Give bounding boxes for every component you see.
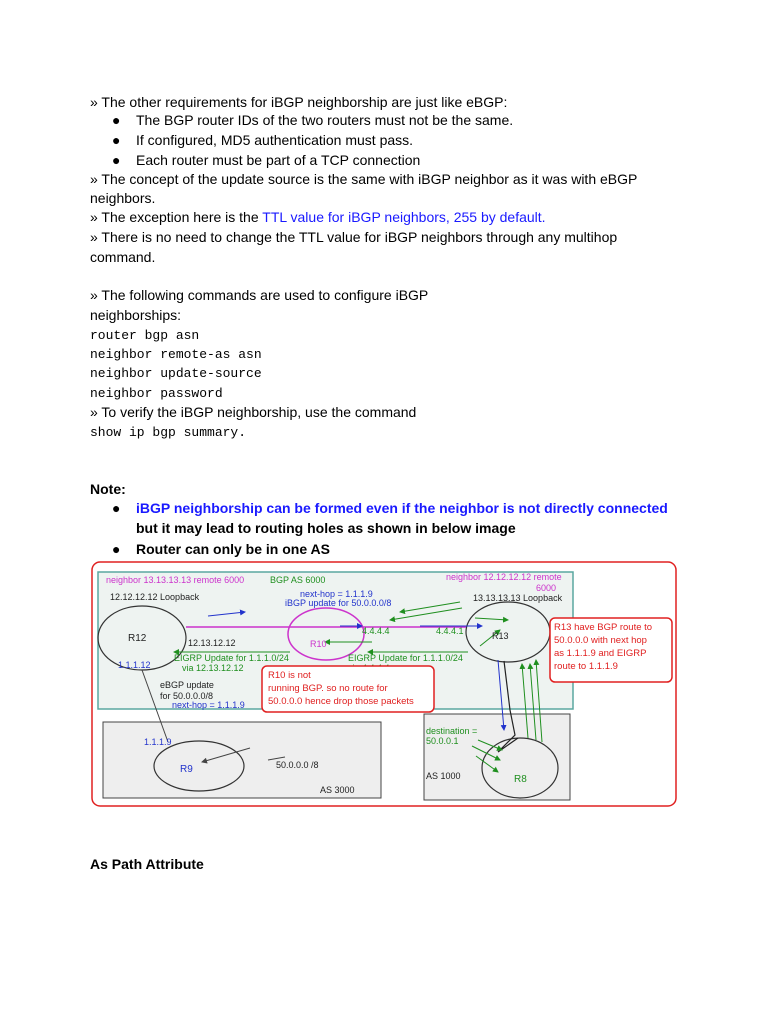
bullet-text: Each router must be part of a TCP connection bbox=[136, 152, 421, 168]
bullet-text: Router can only be in one AS bbox=[136, 541, 330, 557]
code-show-summary: show ip bgp summary. bbox=[90, 425, 247, 440]
prefix-50-label: 50.0.0.0 /8 bbox=[276, 760, 319, 770]
r10-note-line-1: R10 is not bbox=[268, 670, 311, 681]
r13-loopback-label: 13.13.13.13 Loopback bbox=[473, 593, 563, 603]
ip-1-1-1-12: 1.1.1.12 bbox=[118, 660, 151, 670]
ebgp-label-2: for 50.0.0.0/8 bbox=[160, 691, 214, 701]
paragraph-commands: » The following commands are used to configure iBGP bbox=[90, 287, 429, 303]
ip-4-4-4-1: 4.4.4.1 bbox=[436, 626, 464, 636]
bullet-text: The BGP router IDs of the two routers must not be the same. bbox=[136, 112, 514, 128]
paragraph-requirements: » The other requirements for iBGP neighborship are just like eBGP: bbox=[90, 94, 508, 110]
code-router-bgp: router bgp asn bbox=[90, 328, 200, 343]
ip-1-1-1-9: 1.1.1.9 bbox=[144, 737, 172, 747]
r13-note-line-1: R13 have BGP route to bbox=[554, 622, 653, 633]
note-highlight: iBGP neighborship can be formed even if the neighbor is not directly connected bbox=[136, 500, 668, 516]
note-bullet-2: ● Router can only be in one AS bbox=[112, 541, 330, 557]
code-password: neighbor password bbox=[90, 386, 223, 401]
paragraph-multihop-cont: command. bbox=[90, 249, 156, 265]
eigrp-right-label-1: EIGRP Update for 1.1.1.0/24 bbox=[348, 653, 463, 663]
note-title: Note: bbox=[90, 481, 126, 497]
code-update-source: neighbor update-source bbox=[90, 366, 262, 381]
as1000-label: AS 1000 bbox=[426, 771, 461, 781]
paragraph-verify: » To verify the iBGP neighborship, use the command bbox=[90, 404, 417, 420]
ip-4-4-4-4: 4.4.4.4 bbox=[362, 626, 390, 636]
r13-note-line-2: 50.0.0.0 with next hop bbox=[554, 635, 647, 646]
r10-note-line-3: 50.0.0.0 hence drop those packets bbox=[268, 696, 414, 707]
paragraph-update-source: » The concept of the update source is the same with iBGP neighbor as it was with eBGP bbox=[90, 171, 638, 187]
note-bullet-1-cont: but it may lead to routing holes as shown in below image bbox=[136, 520, 516, 536]
bullet-text: If configured, MD5 authentication must pass. bbox=[136, 132, 414, 148]
next-hop-top-label: next-hop = 1.1.1.9 bbox=[300, 589, 373, 599]
as3000-label: AS 3000 bbox=[320, 785, 355, 795]
note-bullet-1: ● iBGP neighborship can be formed even if the neighbor is not directly connected bbox=[112, 500, 668, 516]
paragraph-update-source-cont: neighbors. bbox=[90, 190, 156, 206]
r10-note-line-2: running BGP. so no route for bbox=[268, 683, 388, 694]
paragraph-ttl bbox=[90, 208, 546, 227]
neighbor-left-label: neighbor 13.13.13.13 remote 6000 bbox=[106, 575, 245, 585]
r9-label: R9 bbox=[180, 764, 193, 775]
ebgp-label-1: eBGP update bbox=[160, 680, 214, 690]
bullet-tcp: ● Each router must be part of a TCP connection bbox=[112, 152, 421, 168]
eigrp-left-label-2: via 12.13.12.12 bbox=[182, 663, 244, 673]
code-remote-as: neighbor remote-as asn bbox=[90, 347, 262, 362]
section-heading-as-path: As Path Attribute bbox=[90, 856, 204, 872]
ttl-intro: » The exception here is the bbox=[90, 209, 263, 225]
ibgp-update-label: iBGP update for 50.0.0.0/8 bbox=[285, 598, 392, 608]
r10-label: R10 bbox=[310, 639, 327, 649]
eigrp-left-label-1: EIGRP Update for 1.1.1.0/24 bbox=[174, 653, 289, 663]
paragraph-multihop: » There is no need to change the TTL value for iBGP neighbors through any multihop bbox=[90, 229, 618, 245]
r8-label: R8 bbox=[514, 774, 527, 785]
destination-label-1: destination = bbox=[426, 726, 478, 736]
neighbor-right-label: neighbor 12.12.12.12 remote bbox=[446, 572, 562, 582]
bullet-router-ids: ● The BGP router IDs of the two routers must not be the same. bbox=[112, 112, 514, 128]
ttl-highlight: TTL value for iBGP neighbors, 255 by default. bbox=[262, 209, 546, 225]
paragraph-commands-cont: neighborships: bbox=[90, 307, 182, 323]
ebgp-label-3: next-hop = 1.1.1.9 bbox=[172, 700, 245, 710]
bullet-md5: ● If configured, MD5 authentication must pass. bbox=[112, 132, 414, 148]
neighbor-right-label-2: 6000 bbox=[536, 583, 557, 593]
ip-12-13-12-12: 12.13.12.12 bbox=[188, 638, 236, 648]
r13-note-line-4: route to 1.1.1.9 bbox=[554, 661, 618, 672]
network-diagram bbox=[90, 560, 680, 810]
destination-label-2: 50.0.0.1 bbox=[426, 736, 459, 746]
r12-loopback-label: 12.12.12.12 Loopback bbox=[110, 592, 200, 602]
bgp-as-label: BGP AS 6000 bbox=[270, 575, 326, 585]
r13-note-line-3: as 1.1.1.9 and EIGRP bbox=[554, 648, 647, 659]
r12-label: R12 bbox=[128, 633, 147, 644]
r13-label: R13 bbox=[492, 631, 509, 641]
